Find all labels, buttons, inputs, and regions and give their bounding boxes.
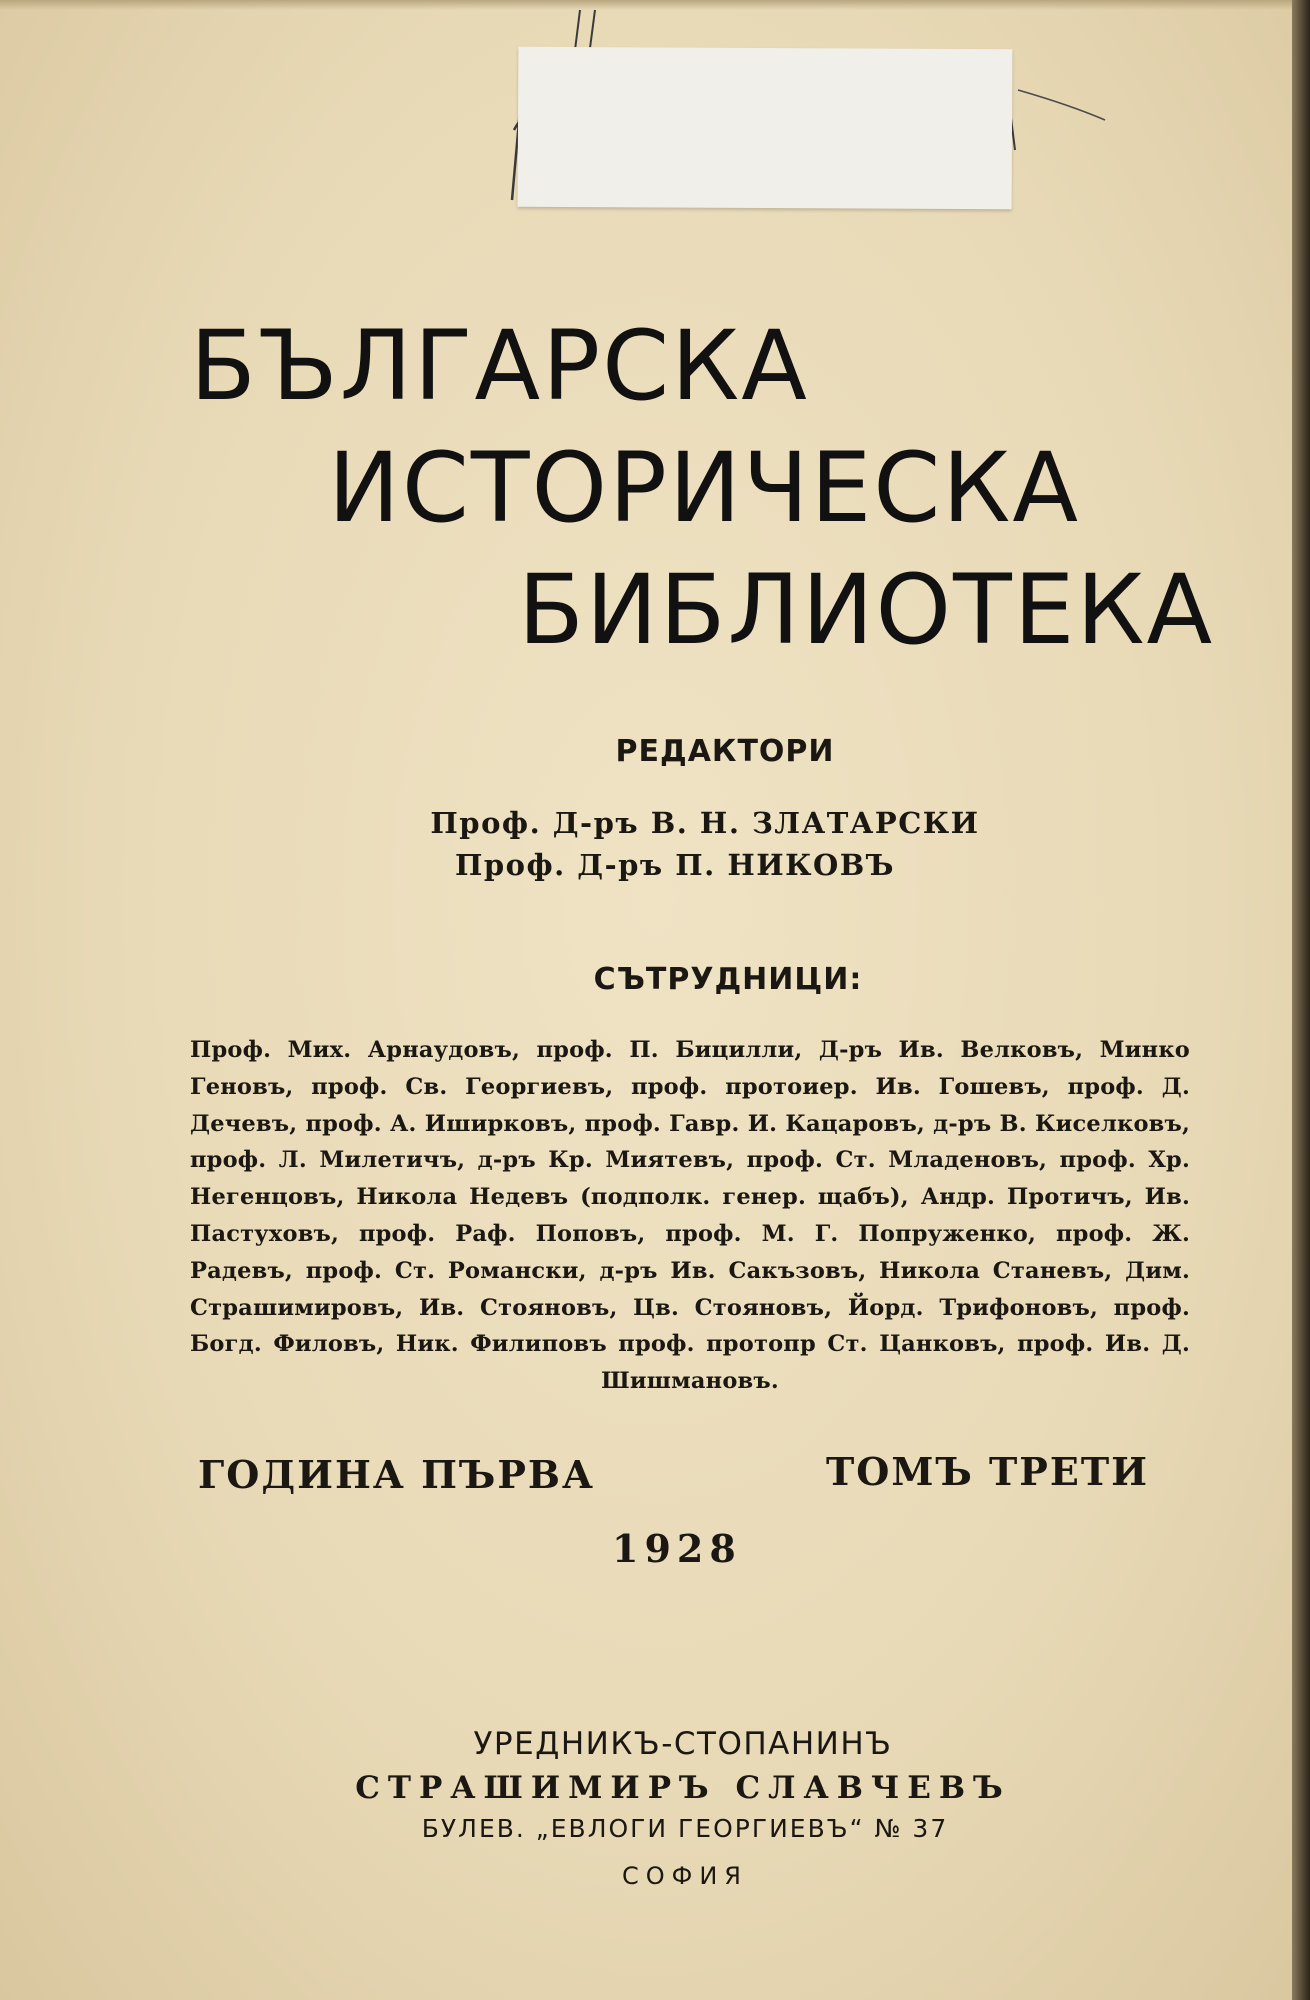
contributors-list: Проф. Мих. Арнаудовъ, проф. П. Бицилли, Д-ръ Ив. Велковъ, Минко Геновъ, проф. Св. Георгиевъ, проф. протоиер. Ив. Гошевъ, проф. Д. Дечевъ, проф. А. Иширковъ, проф. Гавр. И. Кацаровъ, д-ръ В. Киселковъ, проф. Л. Милетичъ, д-ръ Кр. Миятевъ, проф. Ст. Младеновъ, проф. Хр. Негенцовъ, Никола Недевъ (подполк. генер. щабъ), Андр. Протичъ, Ив. Пастуховъ, проф. Раф. Поповъ, проф. М. Г. Попруженко, проф. Ж. Радевъ, проф. Ст. Романски, д-ръ Ив. Сакъзовъ, Никола Станевъ, Дим. Страшимировъ, Ив. Стояновъ, Цв. Стояновъ, Йорд. Трифоновъ, проф. Богд. Филовъ, Ник. Филиповъ проф. протопр Ст. Цанковъ, проф. Ив. Д. Шишмановъ. bbox=[190, 1037, 1190, 1395]
library-label-sticker bbox=[518, 47, 1013, 210]
publisher-name: СТРАШИМИРЪ СЛАВЧЕВЪ bbox=[355, 1770, 1011, 1806]
title-line-3: БИБЛИОТЕКА bbox=[518, 554, 1215, 666]
publisher-city: СОФИЯ bbox=[622, 1862, 748, 1890]
publisher-role: УРЕДНИКЪ-СТОПАНИНЪ bbox=[473, 1726, 893, 1762]
page-binding-edge bbox=[1292, 0, 1310, 2000]
title-line-1: БЪЛГАРСКА bbox=[190, 310, 809, 422]
editor-name-2: Проф. Д-ръ П. НИКОВЪ bbox=[454, 848, 896, 882]
contributors-heading: СЪТРУДНИЦИ: bbox=[593, 962, 863, 997]
publication-year: 1928 bbox=[612, 1526, 742, 1571]
title-line-2: ИСТОРИЧЕСКА bbox=[328, 432, 1081, 544]
editors-heading: РЕДАКТОРИ bbox=[615, 734, 835, 769]
page-top-edge bbox=[0, 0, 1310, 10]
volume-label: ТОМЪ ТРЕТИ bbox=[826, 1449, 1150, 1494]
publisher-address: БУЛЕВ. „ЕВЛОГИ ГЕОРГИЕВЪ“ № 37 bbox=[421, 1814, 949, 1843]
editor-name-1: Проф. Д-ръ В. Н. ЗЛАТАРСКИ bbox=[430, 806, 980, 840]
year-label: ГОДИНА ПЪРВА bbox=[198, 1452, 595, 1497]
